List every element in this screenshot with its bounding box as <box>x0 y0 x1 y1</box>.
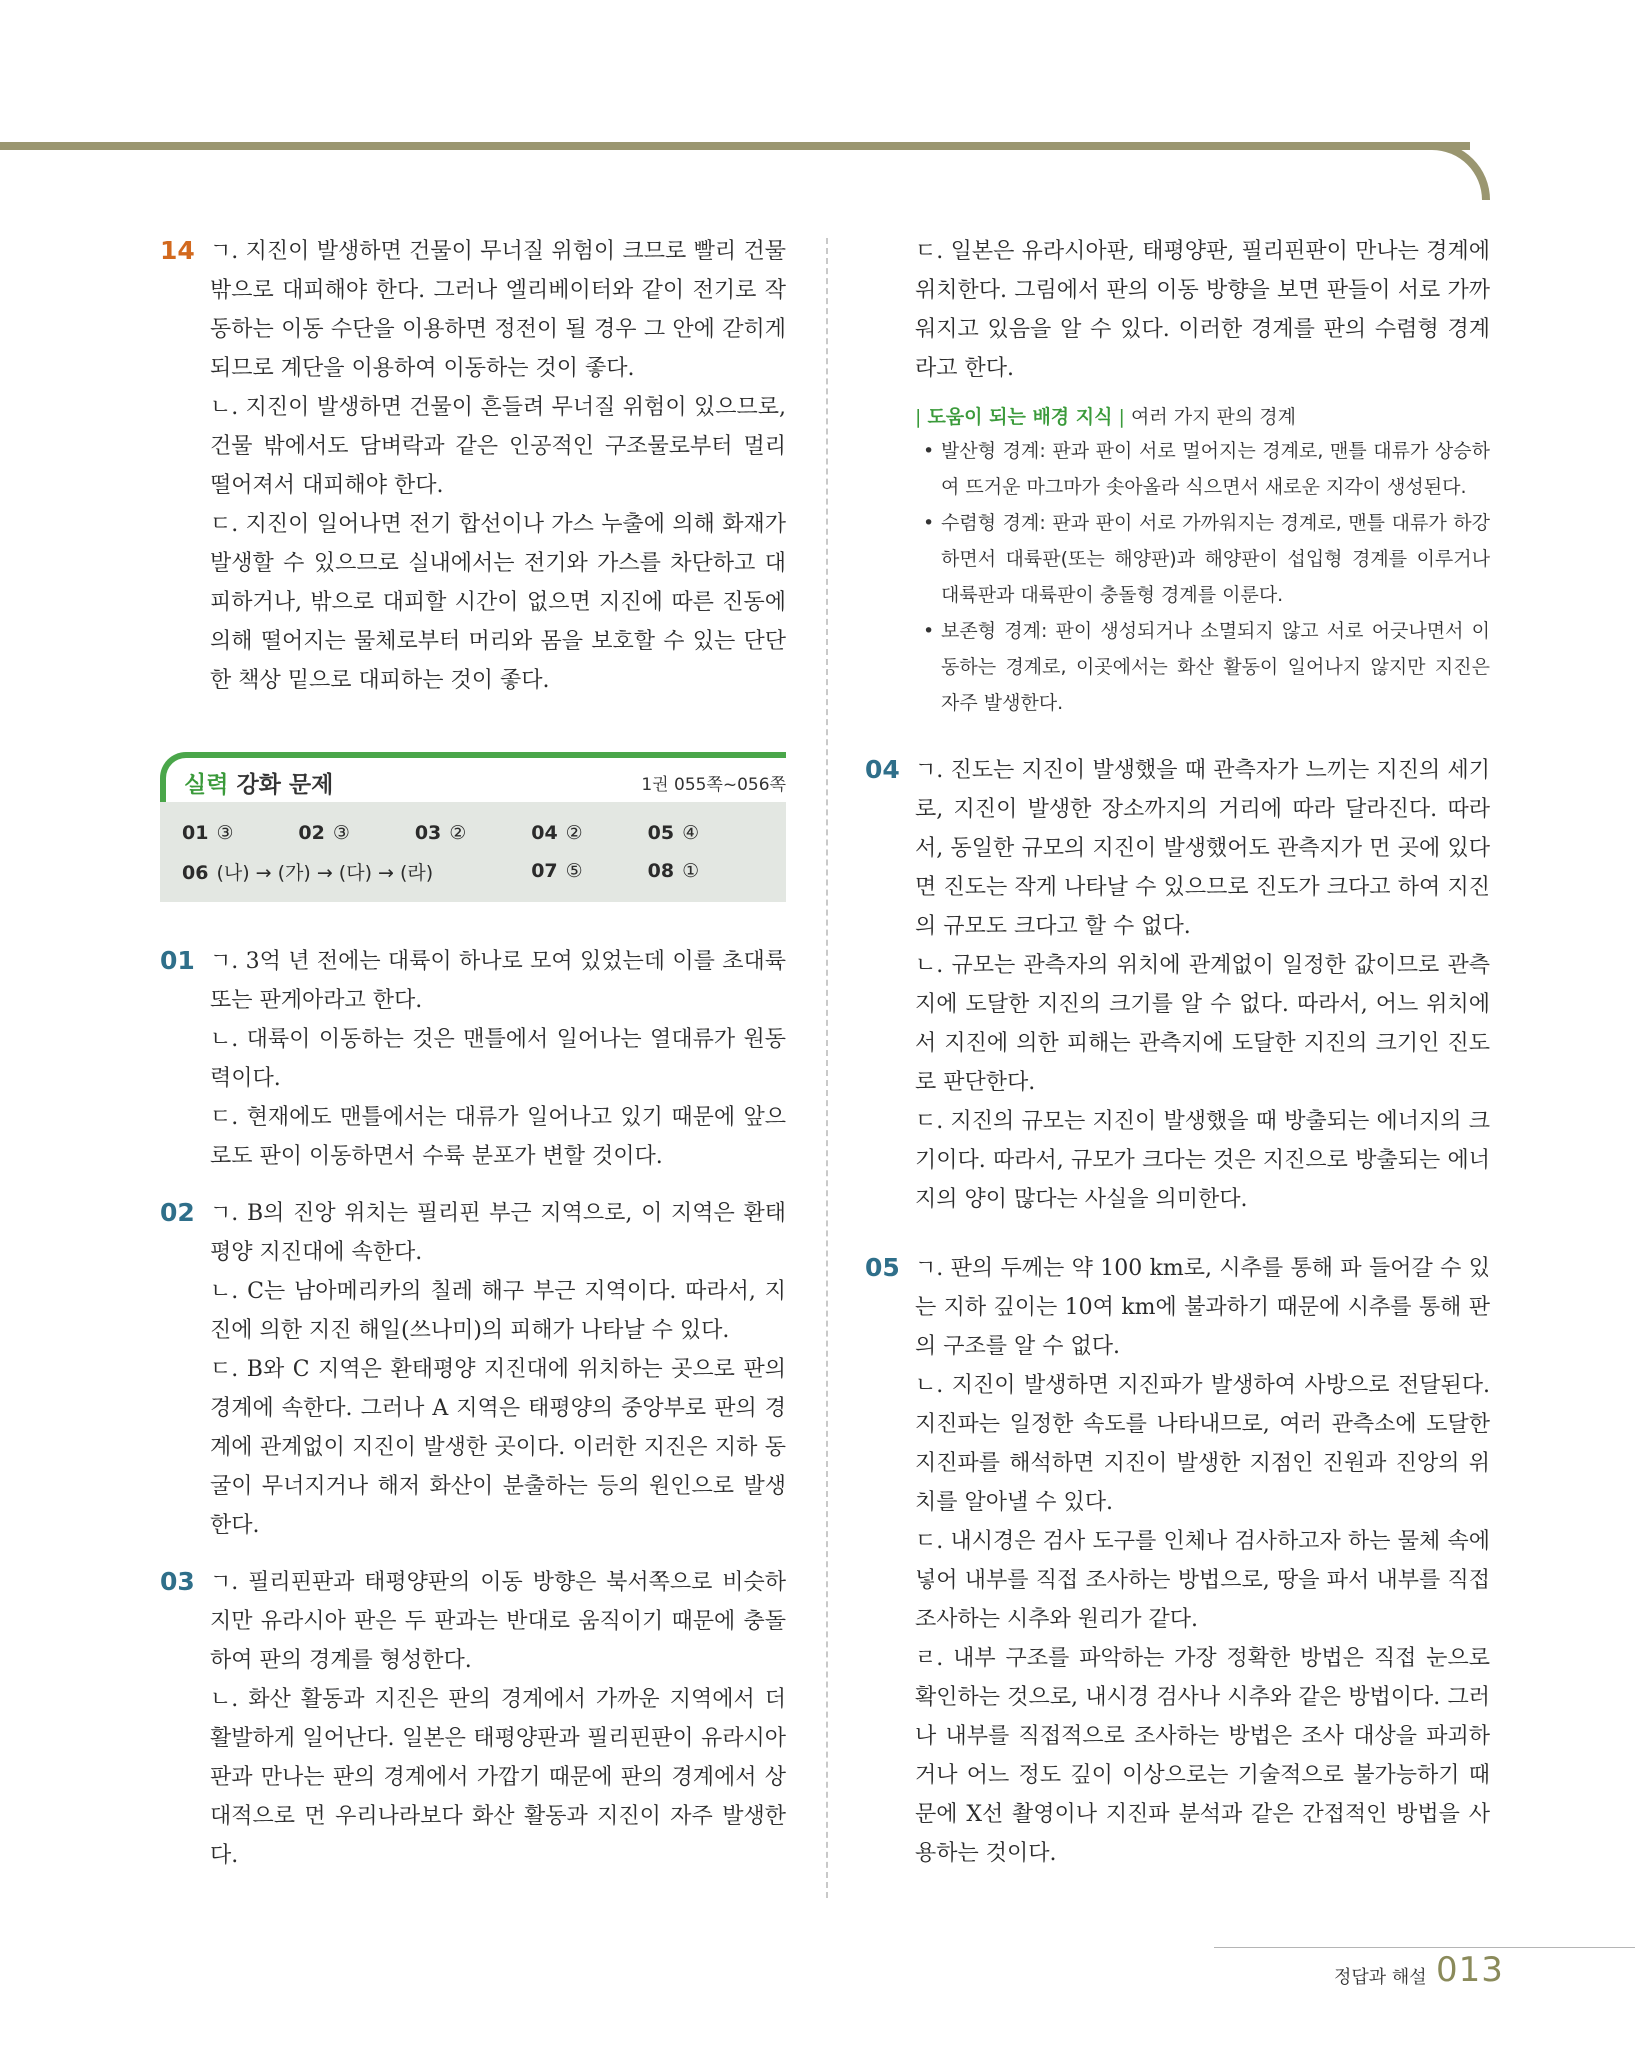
question-number: 04 <box>865 755 900 784</box>
answer-key-header <box>160 752 786 802</box>
explanation-paragraph: ㄱ. 3억 년 전에는 대륙이 하나로 모여 있었는데 이를 초대륙 또는 판게아라고 한다. <box>210 949 786 1013</box>
left-column <box>160 232 786 1893</box>
header-rule <box>0 142 1470 150</box>
answer-key-box <box>160 752 786 902</box>
page-number: 013 <box>1436 1950 1504 1990</box>
background-bullet: • 수렴형 경계: 판과 판이 서로 가까워지는 경계로, 맨틀 대류가 하강하면서 대륙판(또는 해양판)과 해양판이 섭입형 경계를 이루거나 대륙판과 대륙판이 충돌형 경계를 이룬다. <box>915 505 1490 613</box>
explanation-paragraph: ㄱ. 판의 두께는 약 100 km로, 시추를 통해 파 들어갈 수 있는 지하 깊이는 10여 km에 불과하기 때문에 시추를 통해 판의 구조를 알 수 없다. <box>915 1256 1490 1359</box>
explanation-paragraph: ㄱ. 필리핀판과 태평양판의 이동 방향은 북서쪽으로 비슷하지만 유라시아 판은 두 판과는 반대로 움직이기 때문에 충돌하여 판의 경계를 형성한다. <box>210 1570 786 1673</box>
answer-03-continued <box>865 232 1490 721</box>
background-bullet: • 발산형 경계: 판과 판이 서로 멀어지는 경계로, 맨틀 대류가 상승하여 뜨거운 마그마가 솟아올라 식으면서 새로운 지각이 생성된다. <box>915 433 1490 505</box>
background-bullet: • 보존형 경계: 판이 생성되거나 소멸되지 않고 서로 어긋나면서 이동하는 경계로, 이곳에서는 화산 활동이 일어나지 않지만 지진은 자주 발생한다. <box>915 613 1490 721</box>
question-number: 14 <box>160 236 195 265</box>
answer-item: 06 (나) → (가) → (다) → (라) <box>182 861 434 884</box>
background-knowledge-title: | 도움이 되는 배경 지식 | 여러 가지 판의 경계 <box>915 406 1296 428</box>
answer-03 <box>160 1563 786 1875</box>
question-number: 03 <box>160 1567 195 1596</box>
explanation-paragraph: ㄹ. 내부 구조를 파악하는 가장 정확한 방법은 직접 눈으로 확인하는 것으로, 내시경 검사나 시추와 같은 방법이다. 그러나 내부를 직접적으로 조사하는 방법은 조사 대상을 파괴하거나 어느 정도 깊이 이상으로는 기술적으로 불가능하기 때문에 X선 촬영이나 지진파 분석과 같은 간접적인 방법을 사용하는 것이다. <box>915 1646 1490 1866</box>
answer-04 <box>865 751 1490 1219</box>
explanation-paragraph: ㄷ. 지진의 규모는 지진이 발생했을 때 방출되는 에너지의 크기이다. 따라서, 규모가 크다는 것은 지진으로 방출되는 에너지의 양이 많다는 사실을 의미한다. <box>915 1109 1490 1212</box>
explanation-paragraph: ㄱ. 진도는 지진이 발생했을 때 관측자가 느끼는 지진의 세기로, 지진이 발생한 장소까지의 거리에 따라 달라진다. 따라서, 동일한 규모의 지진이 발생했어도 관측지가 먼 곳에 있다면 진도는 작게 나타날 수 있으므로 진도가 크다고 하여 지진의 규모도 크다고 할 수 없다. <box>915 758 1490 939</box>
explanation-paragraph: ㄷ. B와 C 지역은 환태평양 지진대에 위치하는 곳으로 판의 경계에 속한다. 그러나 A 지역은 태평양의 중앙부로 판의 경계에 관계없이 지진이 발생한 곳이다. 이러한 지진은 지하 동굴이 무너지거나 해저 화산이 분출하는 등의 원인으로 발생한다. <box>210 1357 786 1538</box>
page-reference: 1권 055쪽~056쪽 <box>641 775 786 795</box>
column-divider <box>826 238 828 1898</box>
answer-row <box>182 852 764 890</box>
explanation-paragraph: ㄴ. 지진이 발생하면 지진파가 발생하여 사방으로 전달된다. 지진파는 일정한 속도를 나타내므로, 여러 관측소에 도달한 지진파를 해석하면 지진이 발생한 지점인 진원과 진앙의 위치를 알아낼 수 있다. <box>915 1373 1490 1515</box>
explanation-paragraph: ㄴ. 대륙이 이동하는 것은 맨틀에서 일어나는 열대류가 원동력이다. <box>210 1027 786 1091</box>
explanation-paragraph: ㄴ. 규모는 관측자의 위치에 관계없이 일정한 값이므로 관측지에 도달한 지진의 크기를 알 수 없다. 따라서, 어느 위치에서 지진에 의한 피해는 관측지에 도달한 지진의 크기인 진도로 판단한다. <box>915 953 1490 1095</box>
footer-label: 정답과 해설 <box>1334 1967 1427 1988</box>
answer-05 <box>865 1249 1490 1873</box>
answer-key-body <box>160 802 786 902</box>
answer-item: 05 ④ <box>647 822 700 844</box>
answer-01 <box>160 942 786 1176</box>
answer-item: 07 ⑤ <box>531 860 583 882</box>
answer-item: 08 ① <box>647 860 700 882</box>
question-number: 02 <box>160 1198 195 1227</box>
explanation-paragraph: ㄷ. 내시경은 검사 도구를 인체나 검사하고자 하는 물체 속에 넣어 내부를 직접 조사하는 방법으로, 땅을 파서 내부를 직접 조사하는 시추와 원리가 같다. <box>915 1529 1490 1632</box>
explanation-paragraph: ㄱ. 지진이 발생하면 건물이 무너질 위험이 크므로 빨리 건물 밖으로 대피해야 한다. 그러나 엘리베이터와 같이 전기로 작동하는 이동 수단을 이용하면 정전이 될 경우 그 안에 갇히게 되므로 계단을 이용하여 이동하는 것이 좋다. <box>210 239 786 381</box>
footer-rule <box>1214 1947 1635 1948</box>
answer-14 <box>160 232 786 700</box>
header-rule-curve <box>1420 142 1490 200</box>
answer-item: 02 ③ <box>298 822 350 844</box>
answer-row <box>182 814 764 852</box>
explanation-paragraph: ㄴ. 지진이 발생하면 건물이 흔들려 무너질 위험이 있으므로, 건물 밖에서도 담벼락과 같은 인공적인 구조물로부터 멀리 떨어져서 대피해야 한다. <box>210 395 786 498</box>
explanation-paragraph: ㄱ. B의 진앙 위치는 필리핀 부근 지역으로, 이 지역은 환태평양 지진대에 속한다. <box>210 1201 786 1265</box>
answer-02 <box>160 1194 786 1545</box>
explanation-paragraph: ㄷ. 일본은 유라시아판, 태평양판, 필리핀판이 만나는 경계에 위치한다. 그림에서 판의 이동 방향을 보면 판들이 서로 가까워지고 있음을 알 수 있다. 이러한 경계를 판의 수렴형 경계라고 한다. <box>915 239 1490 381</box>
explanation-paragraph: ㄴ. 화산 활동과 지진은 판의 경계에서 가까운 지역에서 더 활발하게 일어난다. 일본은 태평양판과 필리핀판이 유라시아판과 만나는 판의 경계에서 가깝기 때문에 판의 경계에서 상대적으로 먼 우리나라보다 화산 활동과 지진이 자주 발생한다. <box>210 1687 786 1868</box>
explanation-paragraph: ㄴ. C는 남아메리카의 칠레 해구 부근 지역이다. 따라서, 지진에 의한 지진 해일(쓰나미)의 피해가 나타날 수 있다. <box>210 1279 786 1343</box>
question-number: 05 <box>865 1253 900 1282</box>
explanation-paragraph: ㄷ. 지진이 일어나면 전기 합선이나 가스 누출에 의해 화재가 발생할 수 있으므로 실내에서는 전기와 가스를 차단하고 대피하거나, 밖으로 대피할 시간이 없으면 지진에 따른 진동에 의해 떨어지는 물체로부터 머리와 몸을 보호할 수 있는 단단한 책상 밑으로 대피하는 것이 좋다. <box>210 512 786 693</box>
answer-item: 04 ② <box>531 822 583 844</box>
answer-key-title: 실력 강화 문제 <box>184 772 334 798</box>
answer-item: 03 ② <box>414 822 467 844</box>
explanation-paragraph: ㄷ. 현재에도 맨틀에서는 대류가 일어나고 있기 때문에 앞으로도 판이 이동하면서 수륙 분포가 변할 것이다. <box>210 1105 786 1169</box>
question-number: 01 <box>160 946 195 975</box>
right-column <box>865 232 1490 1891</box>
answer-item: 01 ③ <box>182 822 234 844</box>
